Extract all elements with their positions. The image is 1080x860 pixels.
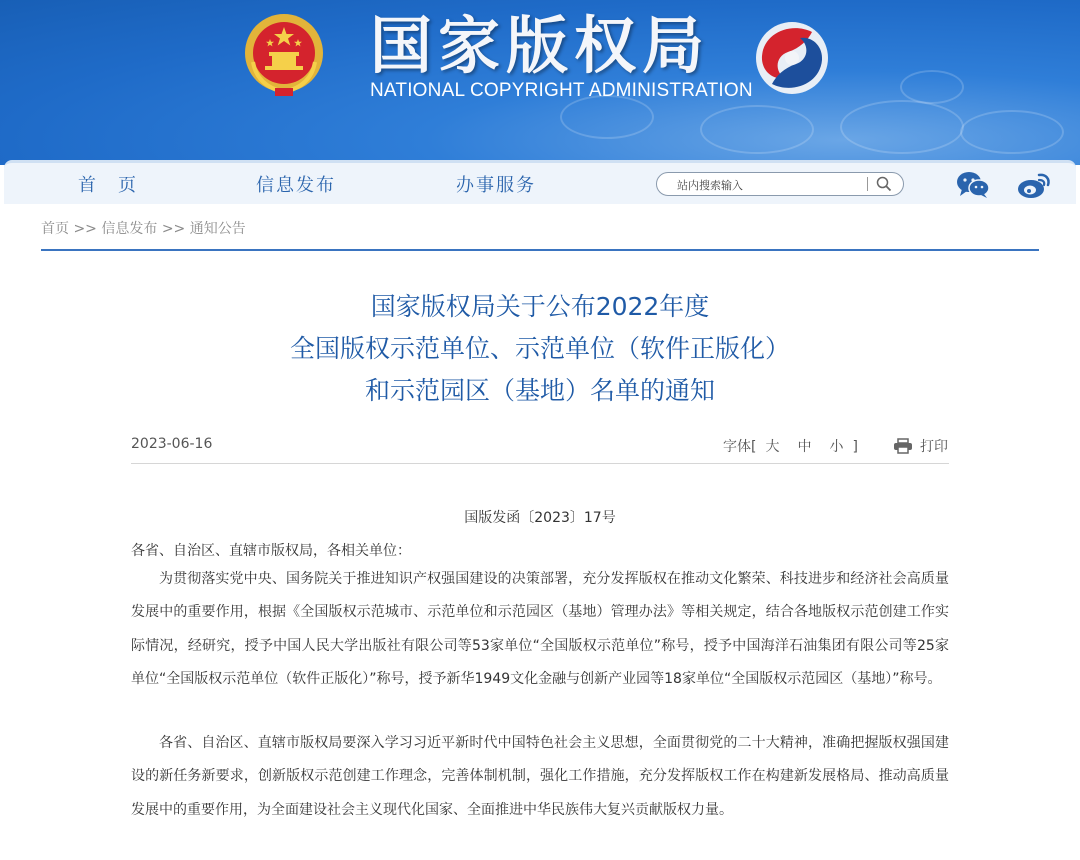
article-meta (131, 436, 949, 456)
addressee: 各省、自治区、直辖市版权局，各相关单位： (131, 543, 411, 559)
article-title-line: 全国版权示范单位、示范单位（软件正版化） (289, 334, 790, 363)
breadcrumb (41, 218, 246, 238)
nav-home[interactable]: 首 页 (78, 175, 138, 196)
wechat-icon[interactable] (956, 171, 990, 199)
national-emblem-icon (243, 12, 325, 98)
printer-icon (893, 438, 913, 454)
body-paragraph: 各省、自治区、直辖市版权局要深入学习习近平新时代中国特色社会主义思想，全面贯彻党的二十大精神，准确把握版权强国建设的新任务新要求，创新版权示范创建工作理念，完善体制机制，强化工作措施，充分发挥版权工作在构建新发展格局、推动高质量发展中的重要作用，为全面建设社会主义现代化国家、全面推进中华民族伟大复兴贡献版权力量。 (131, 735, 949, 818)
article-title-line: 和示范园区（基地）名单的通知 (364, 376, 715, 405)
cloud-decoration (900, 70, 964, 104)
site-banner (0, 0, 1080, 165)
document-number: 国版发函〔2023〕17号 (464, 510, 616, 526)
breadcrumb-separator: >> (69, 221, 102, 237)
cloud-decoration (960, 110, 1064, 154)
breadcrumb-home[interactable]: 首页 (41, 221, 69, 237)
print-label: 打印 (920, 439, 948, 455)
main-nav (4, 160, 1076, 204)
breadcrumb-divider (41, 249, 1039, 251)
cloud-decoration (700, 105, 814, 154)
font-large-button[interactable]: 大 (765, 439, 780, 455)
breadcrumb-info-release[interactable]: 信息发布 (101, 221, 158, 237)
breadcrumb-separator: >> (157, 221, 190, 237)
site-search (656, 172, 904, 196)
font-bracket-open: [ (751, 439, 757, 455)
article-title-line: 国家版权局关于公布2022年度 (370, 292, 710, 321)
meta-divider (131, 463, 949, 464)
site-subtitle: NATIONAL COPYRIGHT ADMINISTRATION (370, 80, 753, 101)
nav-info-release[interactable]: 信息发布 (256, 175, 336, 196)
search-divider (867, 177, 868, 191)
font-size-controls (723, 436, 858, 456)
print-button[interactable] (893, 436, 948, 456)
font-size-label: 字体 (723, 439, 751, 455)
cloud-decoration (840, 100, 964, 154)
weibo-icon[interactable] (1016, 170, 1052, 200)
article-title (140, 286, 940, 412)
font-medium-button[interactable]: 中 (797, 439, 812, 455)
body-paragraph: 为贯彻落实党中央、国务院关于推进知识产权强国建设的决策部署，充分发挥版权在推动文化繁荣、科技进步和经济社会高质量发展中的重要作用，根据《全国版权示范城市、示范单位和示范园区（基地）管理办法》等相关规定，结合各地版权示范创建工作实际情况，经研究，授予中国人民大学出版社有限公司等53家单位“全国版权示范单位”称号，授予中国海洋石油集团有限公司等25家单位“全国版权示范单位（软件正版化）”称号，授予新华1949文化金融与创新产业园等18家单位“全国版权示范园区（基地）”称号。 (131, 571, 949, 688)
breadcrumb-notices[interactable]: 通知公告 (189, 221, 246, 237)
font-bracket-close: ] (852, 439, 858, 455)
search-input[interactable] (675, 175, 869, 195)
copyright-logo-icon (752, 18, 832, 98)
search-icon[interactable] (875, 175, 893, 193)
nav-services[interactable]: 办事服务 (456, 175, 536, 196)
publish-date: 2023-06-16 (131, 436, 213, 452)
site-title: 国家版权局 (370, 9, 711, 82)
font-small-button[interactable]: 小 (829, 439, 844, 455)
